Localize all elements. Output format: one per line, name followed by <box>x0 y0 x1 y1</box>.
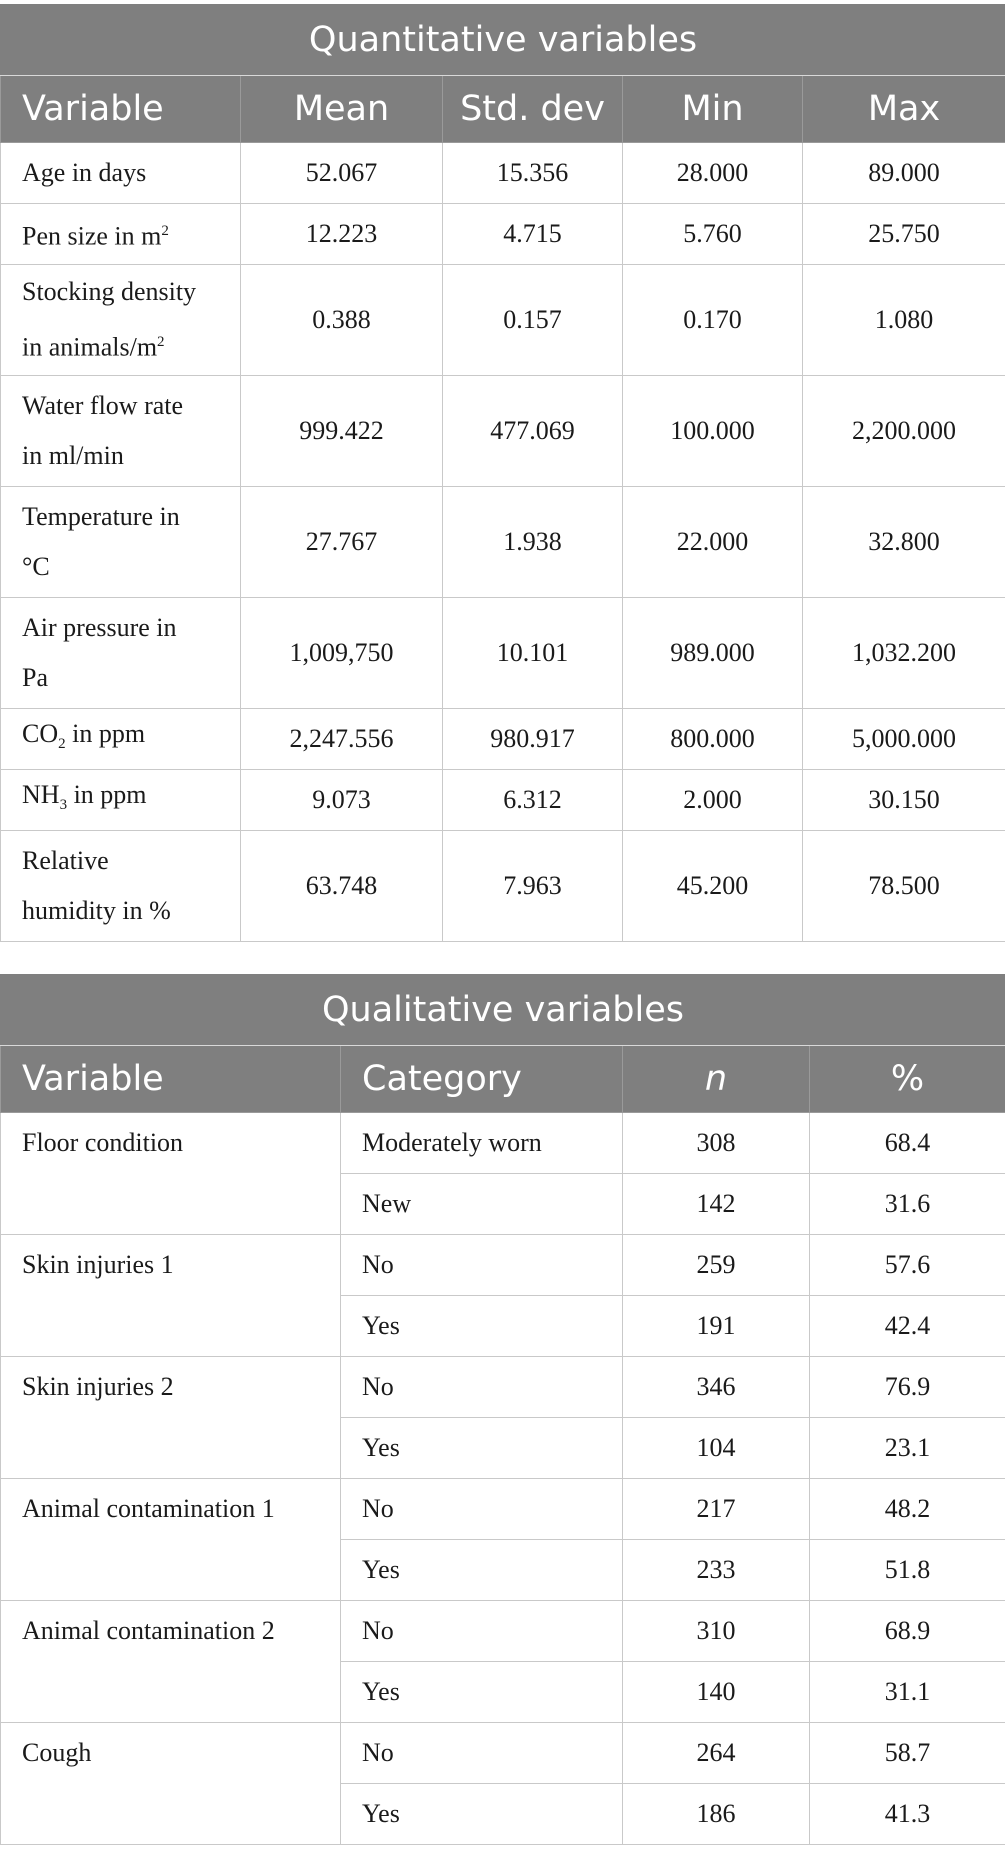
header-max: Max <box>803 76 1005 143</box>
mean-value: 12.223 <box>241 204 443 265</box>
header-min: Min <box>623 76 803 143</box>
variable-label: Temperature in °C <box>1 487 241 598</box>
qualitative-header-row <box>1 1046 1005 1113</box>
category-value: No <box>341 1357 623 1418</box>
mean-value: 0.388 <box>241 265 443 376</box>
category-value: No <box>341 1479 623 1540</box>
category-value: Yes <box>341 1662 623 1723</box>
table-row <box>1 598 1005 709</box>
variable-label: $NH_3$ in ppm <box>1 770 241 831</box>
max-value: 1,032.200 <box>803 598 1005 709</box>
variable-label: Skin injuries 1 <box>1 1235 341 1357</box>
sd-value: 4.715 <box>443 204 623 265</box>
table-row <box>1 376 1005 487</box>
table-row <box>1 1601 1005 1662</box>
percent-value: 76.9 <box>810 1357 1005 1418</box>
qualitative-table <box>0 974 1005 1845</box>
max-value: 25.750 <box>803 204 1005 265</box>
table-row <box>1 487 1005 598</box>
percent-value: 57.6 <box>810 1235 1005 1296</box>
quantitative-table <box>0 4 1005 942</box>
mean-value: 52.067 <box>241 143 443 204</box>
variable-label: Cough <box>1 1723 341 1845</box>
sd-value: 1.938 <box>443 487 623 598</box>
table-row <box>1 1479 1005 1540</box>
header-percent: % <box>810 1046 1005 1113</box>
sd-value: 980.917 <box>443 709 623 770</box>
sd-value: 7.963 <box>443 831 623 942</box>
sd-value: 0.157 <box>443 265 623 376</box>
n-value: 104 <box>623 1418 810 1479</box>
variable-label: Age in days <box>1 143 241 204</box>
header-category: Category <box>341 1046 623 1113</box>
n-value: 308 <box>623 1113 810 1174</box>
quantitative-header-row <box>1 76 1005 143</box>
mean-value: 999.422 <box>241 376 443 487</box>
variable-label: Pen size in $m^2$ <box>1 204 241 265</box>
header-variable: Variable <box>1 1046 341 1113</box>
category-value: Yes <box>341 1296 623 1357</box>
min-value: 45.200 <box>623 831 803 942</box>
category-value: No <box>341 1235 623 1296</box>
n-value: 217 <box>623 1479 810 1540</box>
percent-value: 51.8 <box>810 1540 1005 1601</box>
sd-value: 6.312 <box>443 770 623 831</box>
category-value: Yes <box>341 1784 623 1845</box>
min-value: 800.000 <box>623 709 803 770</box>
max-value: 89.000 <box>803 143 1005 204</box>
header-std-dev: Std. dev <box>443 76 623 143</box>
variable-label: Animal contamination 2 <box>1 1601 341 1723</box>
qualitative-title: Qualitative variables <box>1 975 1005 1046</box>
sd-value: 10.101 <box>443 598 623 709</box>
category-value: Yes <box>341 1418 623 1479</box>
max-value: 1.080 <box>803 265 1005 376</box>
min-value: 22.000 <box>623 487 803 598</box>
sd-value: 15.356 <box>443 143 623 204</box>
n-value: 310 <box>623 1601 810 1662</box>
max-value: 30.150 <box>803 770 1005 831</box>
table-row <box>1 709 1005 770</box>
header-variable: Variable <box>1 76 241 143</box>
max-value: 32.800 <box>803 487 1005 598</box>
variable-label: Floor condition <box>1 1113 341 1235</box>
percent-value: 58.7 <box>810 1723 1005 1784</box>
percent-value: 23.1 <box>810 1418 1005 1479</box>
table-row <box>1 1723 1005 1784</box>
table-row <box>1 770 1005 831</box>
table-row <box>1 1235 1005 1296</box>
variable-label: Air pressure in Pa <box>1 598 241 709</box>
table-row <box>1 204 1005 265</box>
n-value: 346 <box>623 1357 810 1418</box>
min-value: 100.000 <box>623 376 803 487</box>
mean-value: 1,009,750 <box>241 598 443 709</box>
percent-value: 68.4 <box>810 1113 1005 1174</box>
table-row <box>1 831 1005 942</box>
variable-label: Animal contamination 1 <box>1 1479 341 1601</box>
mean-value: 9.073 <box>241 770 443 831</box>
mean-value: 27.767 <box>241 487 443 598</box>
min-value: 5.760 <box>623 204 803 265</box>
header-mean: Mean <box>241 76 443 143</box>
n-value: 264 <box>623 1723 810 1784</box>
header-n: n <box>623 1046 810 1113</box>
variable-label: Stocking density in animals/$m^2$ <box>1 265 241 376</box>
min-value: 28.000 <box>623 143 803 204</box>
max-value: 5,000.000 <box>803 709 1005 770</box>
table-row <box>1 265 1005 376</box>
min-value: 2.000 <box>623 770 803 831</box>
n-value: 142 <box>623 1174 810 1235</box>
percent-value: 31.1 <box>810 1662 1005 1723</box>
variable-label: Relative humidity in % <box>1 831 241 942</box>
n-value: 186 <box>623 1784 810 1845</box>
percent-value: 68.9 <box>810 1601 1005 1662</box>
table-row <box>1 143 1005 204</box>
mean-value: 63.748 <box>241 831 443 942</box>
variable-label: Water flow rate in ml/min <box>1 376 241 487</box>
category-value: New <box>341 1174 623 1235</box>
table-row <box>1 1357 1005 1418</box>
mean-value: 2,247.556 <box>241 709 443 770</box>
variable-label: Skin injuries 2 <box>1 1357 341 1479</box>
max-value: 78.500 <box>803 831 1005 942</box>
max-value: 2,200.000 <box>803 376 1005 487</box>
table-row <box>1 1113 1005 1174</box>
percent-value: 42.4 <box>810 1296 1005 1357</box>
quantitative-title: Quantitative variables <box>1 5 1005 76</box>
percent-value: 31.6 <box>810 1174 1005 1235</box>
category-value: No <box>341 1601 623 1662</box>
min-value: 0.170 <box>623 265 803 376</box>
category-value: Moderately worn <box>341 1113 623 1174</box>
min-value: 989.000 <box>623 598 803 709</box>
variable-label: $CO_2$ in ppm <box>1 709 241 770</box>
sd-value: 477.069 <box>443 376 623 487</box>
category-value: Yes <box>341 1540 623 1601</box>
n-value: 140 <box>623 1662 810 1723</box>
percent-value: 48.2 <box>810 1479 1005 1540</box>
n-value: 233 <box>623 1540 810 1601</box>
percent-value: 41.3 <box>810 1784 1005 1845</box>
n-value: 191 <box>623 1296 810 1357</box>
n-value: 259 <box>623 1235 810 1296</box>
category-value: No <box>341 1723 623 1784</box>
